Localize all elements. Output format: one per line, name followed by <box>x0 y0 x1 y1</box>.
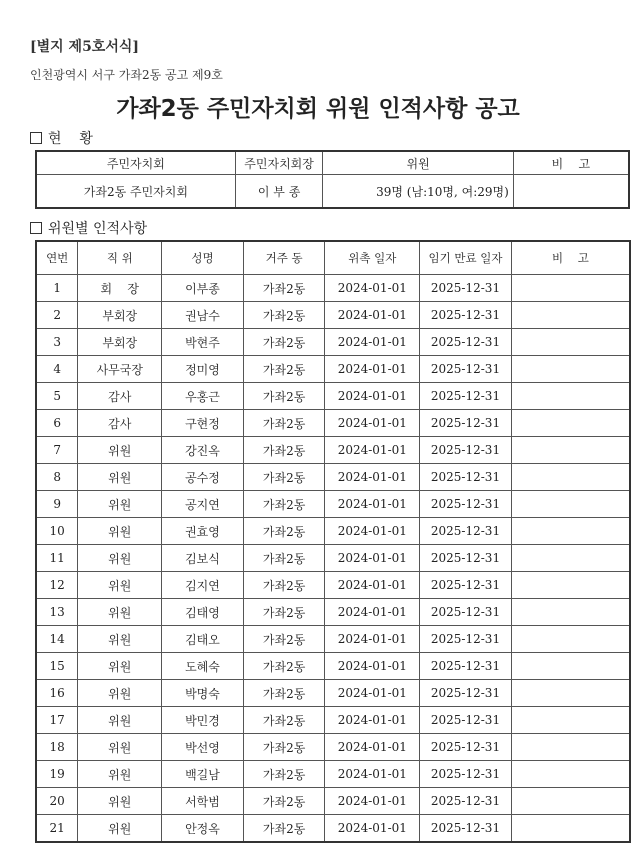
position-cell: 위원 <box>78 464 162 491</box>
row-number-cell: 11 <box>36 545 78 572</box>
dong-cell: 가좌2동 <box>243 383 325 410</box>
table-row <box>36 653 630 680</box>
position-cell: 위원 <box>78 761 162 788</box>
table-row <box>36 707 630 734</box>
remarks-cell <box>511 734 630 761</box>
dong-cell: 가좌2동 <box>243 761 325 788</box>
row-number-cell: 8 <box>36 464 78 491</box>
appointed-date-cell: 2024-01-01 <box>325 437 420 464</box>
name-cell: 권남수 <box>162 302 244 329</box>
table-row <box>36 275 630 302</box>
row-number-cell: 15 <box>36 653 78 680</box>
name-cell: 박명숙 <box>162 680 244 707</box>
name-cell: 박현주 <box>162 329 244 356</box>
appointed-date-cell: 2024-01-01 <box>325 707 420 734</box>
appointed-date-cell: 2024-01-01 <box>325 356 420 383</box>
appointed-date-cell: 2024-01-01 <box>325 383 420 410</box>
appointed-date-cell: 2024-01-01 <box>325 275 420 302</box>
col-header: 임기 만료 일자 <box>420 241 512 275</box>
col-header: 위원 <box>323 151 513 175</box>
table-row <box>36 302 630 329</box>
col-header: 거주 동 <box>243 241 325 275</box>
status-table-row <box>36 175 629 209</box>
appointed-date-cell: 2024-01-01 <box>325 734 420 761</box>
appointed-date-cell: 2024-01-01 <box>325 572 420 599</box>
row-number-cell: 3 <box>36 329 78 356</box>
remarks-cell <box>511 761 630 788</box>
row-number-cell: 5 <box>36 383 78 410</box>
name-cell: 김보식 <box>162 545 244 572</box>
dong-cell: 가좌2동 <box>243 653 325 680</box>
term-end-date-cell: 2025-12-31 <box>420 815 512 843</box>
remarks-cell <box>511 491 630 518</box>
col-header: 위촉 일자 <box>325 241 420 275</box>
row-number-cell: 4 <box>36 356 78 383</box>
remarks-cell <box>511 545 630 572</box>
remarks-cell <box>511 329 630 356</box>
appointed-date-cell: 2024-01-01 <box>325 788 420 815</box>
term-end-date-cell: 2025-12-31 <box>420 788 512 815</box>
table-row <box>36 437 630 464</box>
name-cell: 백길남 <box>162 761 244 788</box>
term-end-date-cell: 2025-12-31 <box>420 329 512 356</box>
appointed-date-cell: 2024-01-01 <box>325 410 420 437</box>
position-cell: 위원 <box>78 491 162 518</box>
row-number-cell: 10 <box>36 518 78 545</box>
col-header: 비 고 <box>511 241 630 275</box>
position-cell: 감사 <box>78 383 162 410</box>
dong-cell: 가좌2동 <box>243 788 325 815</box>
dong-cell: 가좌2동 <box>243 302 325 329</box>
appointed-date-cell: 2024-01-01 <box>325 302 420 329</box>
remarks-cell <box>511 572 630 599</box>
table-row <box>36 815 630 843</box>
name-cell: 이부종 <box>162 275 244 302</box>
dong-cell: 가좌2동 <box>243 626 325 653</box>
remarks-cell <box>511 626 630 653</box>
position-cell: 위원 <box>78 437 162 464</box>
remarks-cell <box>511 599 630 626</box>
appointed-date-cell: 2024-01-01 <box>325 653 420 680</box>
term-end-date-cell: 2025-12-31 <box>420 464 512 491</box>
term-end-date-cell: 2025-12-31 <box>420 572 512 599</box>
status-section-heading <box>30 128 93 148</box>
appointed-date-cell: 2024-01-01 <box>325 491 420 518</box>
table-row <box>36 680 630 707</box>
table-row <box>36 572 630 599</box>
row-number-cell: 13 <box>36 599 78 626</box>
row-number-cell: 19 <box>36 761 78 788</box>
remarks-cell <box>511 356 630 383</box>
term-end-date-cell: 2025-12-31 <box>420 545 512 572</box>
dong-cell: 가좌2동 <box>243 572 325 599</box>
dong-cell: 가좌2동 <box>243 356 325 383</box>
row-number-cell: 20 <box>36 788 78 815</box>
status-table <box>35 150 630 209</box>
row-number-cell: 2 <box>36 302 78 329</box>
position-cell: 회 장 <box>78 275 162 302</box>
term-end-date-cell: 2025-12-31 <box>420 491 512 518</box>
dong-cell: 가좌2동 <box>243 275 325 302</box>
position-cell: 부회장 <box>78 302 162 329</box>
dong-cell: 가좌2동 <box>243 734 325 761</box>
appointed-date-cell: 2024-01-01 <box>325 680 420 707</box>
appointed-date-cell: 2024-01-01 <box>325 761 420 788</box>
position-cell: 위원 <box>78 815 162 843</box>
row-number-cell: 7 <box>36 437 78 464</box>
appointed-date-cell: 2024-01-01 <box>325 464 420 491</box>
name-cell: 우홍근 <box>162 383 244 410</box>
term-end-date-cell: 2025-12-31 <box>420 626 512 653</box>
name-cell: 김태영 <box>162 599 244 626</box>
row-number-cell: 21 <box>36 815 78 843</box>
members-table-body <box>36 275 630 843</box>
table-row <box>36 788 630 815</box>
term-end-date-cell: 2025-12-31 <box>420 518 512 545</box>
col-header: 성명 <box>162 241 244 275</box>
term-end-date-cell: 2025-12-31 <box>420 761 512 788</box>
dong-cell: 가좌2동 <box>243 464 325 491</box>
appointed-date-cell: 2024-01-01 <box>325 518 420 545</box>
position-cell: 감사 <box>78 410 162 437</box>
name-cell: 구현정 <box>162 410 244 437</box>
position-cell: 위원 <box>78 653 162 680</box>
remarks-cell <box>511 815 630 843</box>
position-cell: 위원 <box>78 545 162 572</box>
members-count-cell: 39명 (남:10명, 여:29명) <box>323 175 513 209</box>
dong-cell: 가좌2동 <box>243 680 325 707</box>
members-section-heading <box>30 218 147 238</box>
col-header: 주민자치회 <box>36 151 235 175</box>
row-number-cell: 9 <box>36 491 78 518</box>
committee-cell: 가좌2동 주민자치회 <box>36 175 235 209</box>
remarks-cell <box>511 410 630 437</box>
row-number-cell: 18 <box>36 734 78 761</box>
table-row <box>36 356 630 383</box>
term-end-date-cell: 2025-12-31 <box>420 707 512 734</box>
appointed-date-cell: 2024-01-01 <box>325 329 420 356</box>
table-row <box>36 599 630 626</box>
name-cell: 김지연 <box>162 572 244 599</box>
dong-cell: 가좌2동 <box>243 599 325 626</box>
name-cell: 박민경 <box>162 707 244 734</box>
appointed-date-cell: 2024-01-01 <box>325 599 420 626</box>
col-header: 비 고 <box>513 151 629 175</box>
position-cell: 부회장 <box>78 329 162 356</box>
remarks-cell <box>511 302 630 329</box>
position-cell: 위원 <box>78 707 162 734</box>
dong-cell: 가좌2동 <box>243 329 325 356</box>
name-cell: 도혜숙 <box>162 653 244 680</box>
name-cell: 권효영 <box>162 518 244 545</box>
table-row <box>36 491 630 518</box>
remarks-cell <box>511 518 630 545</box>
page-title: 가좌2동 주민자치회 위원 인적사항 공고 <box>116 96 520 122</box>
position-cell: 위원 <box>78 680 162 707</box>
name-cell: 정미영 <box>162 356 244 383</box>
table-row <box>36 383 630 410</box>
table-row <box>36 545 630 572</box>
name-cell: 강진옥 <box>162 437 244 464</box>
dong-cell: 가좌2동 <box>243 491 325 518</box>
name-cell: 공수정 <box>162 464 244 491</box>
position-cell: 위원 <box>78 518 162 545</box>
term-end-date-cell: 2025-12-31 <box>420 680 512 707</box>
name-cell: 김태오 <box>162 626 244 653</box>
position-cell: 위원 <box>78 572 162 599</box>
table-row <box>36 518 630 545</box>
remarks-cell <box>511 383 630 410</box>
term-end-date-cell: 2025-12-31 <box>420 410 512 437</box>
row-number-cell: 12 <box>36 572 78 599</box>
term-end-date-cell: 2025-12-31 <box>420 383 512 410</box>
appointed-date-cell: 2024-01-01 <box>325 545 420 572</box>
appointed-date-cell: 2024-01-01 <box>325 626 420 653</box>
col-header: 연번 <box>36 241 78 275</box>
position-cell: 위원 <box>78 734 162 761</box>
table-row <box>36 329 630 356</box>
term-end-date-cell: 2025-12-31 <box>420 734 512 761</box>
status-table-header <box>36 151 629 175</box>
remarks-cell <box>511 788 630 815</box>
position-cell: 위원 <box>78 599 162 626</box>
chairperson-cell: 이 부 종 <box>235 175 323 209</box>
checkbox-square-icon <box>30 132 42 144</box>
position-cell: 위원 <box>78 788 162 815</box>
row-number-cell: 6 <box>36 410 78 437</box>
name-cell: 공지연 <box>162 491 244 518</box>
term-end-date-cell: 2025-12-31 <box>420 653 512 680</box>
remarks-cell <box>513 175 629 209</box>
dong-cell: 가좌2동 <box>243 518 325 545</box>
term-end-date-cell: 2025-12-31 <box>420 356 512 383</box>
position-cell: 사무국장 <box>78 356 162 383</box>
term-end-date-cell: 2025-12-31 <box>420 437 512 464</box>
table-row <box>36 410 630 437</box>
dong-cell: 가좌2동 <box>243 707 325 734</box>
col-header: 직 위 <box>78 241 162 275</box>
table-row <box>36 761 630 788</box>
table-row <box>36 626 630 653</box>
members-table-header <box>36 241 630 275</box>
row-number-cell: 17 <box>36 707 78 734</box>
term-end-date-cell: 2025-12-31 <box>420 302 512 329</box>
position-cell: 위원 <box>78 626 162 653</box>
term-end-date-cell: 2025-12-31 <box>420 275 512 302</box>
remarks-cell <box>511 653 630 680</box>
name-cell: 서학범 <box>162 788 244 815</box>
notice-number: 인천광역시 서구 가좌2동 공고 제9호 <box>30 68 223 82</box>
dong-cell: 가좌2동 <box>243 437 325 464</box>
remarks-cell <box>511 437 630 464</box>
status-heading-text: 현 황 <box>48 131 93 147</box>
row-number-cell: 14 <box>36 626 78 653</box>
row-number-cell: 1 <box>36 275 78 302</box>
name-cell: 박선영 <box>162 734 244 761</box>
appointed-date-cell: 2024-01-01 <box>325 815 420 843</box>
remarks-cell <box>511 680 630 707</box>
remarks-cell <box>511 464 630 491</box>
table-row <box>36 464 630 491</box>
term-end-date-cell: 2025-12-31 <box>420 599 512 626</box>
dong-cell: 가좌2동 <box>243 545 325 572</box>
remarks-cell <box>511 707 630 734</box>
row-number-cell: 16 <box>36 680 78 707</box>
members-table <box>35 240 631 843</box>
form-number: [별지 제5호서식] <box>30 39 140 55</box>
name-cell: 안정옥 <box>162 815 244 843</box>
table-row <box>36 734 630 761</box>
remarks-cell <box>511 275 630 302</box>
dong-cell: 가좌2동 <box>243 815 325 843</box>
checkbox-square-icon <box>30 222 42 234</box>
members-heading-text: 위원별 인적사항 <box>48 221 148 237</box>
dong-cell: 가좌2동 <box>243 410 325 437</box>
col-header: 주민자치회장 <box>235 151 323 175</box>
